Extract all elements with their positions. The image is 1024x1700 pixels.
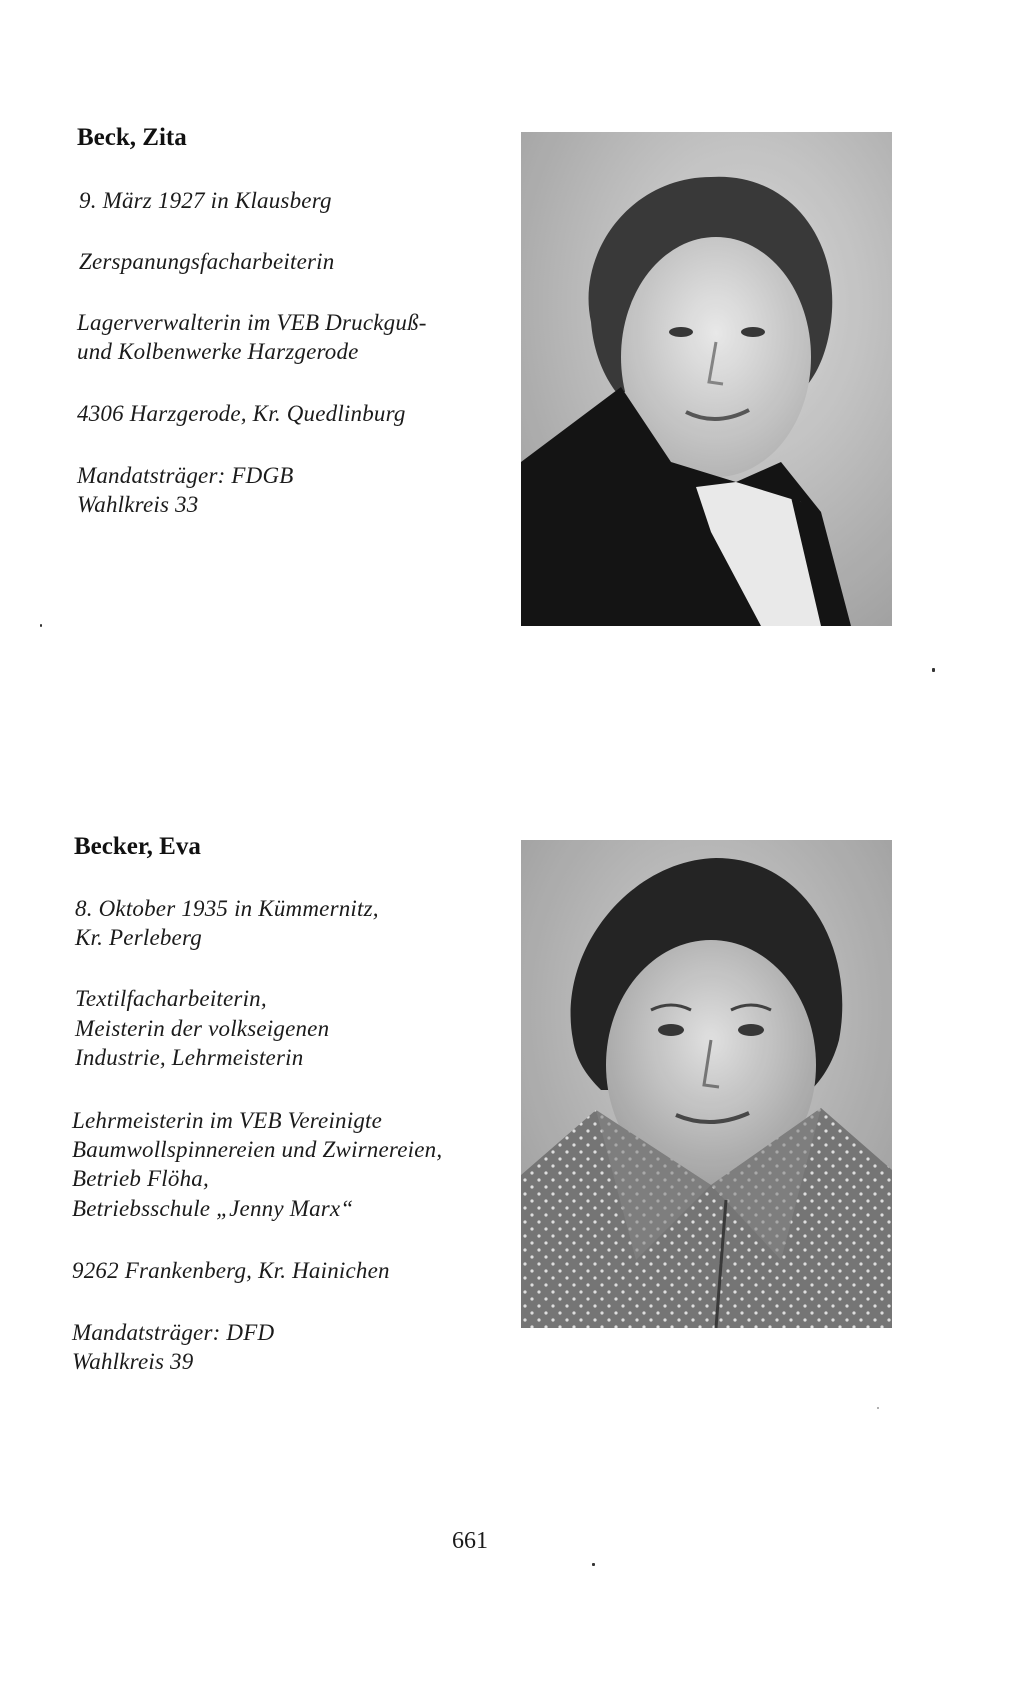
page-number: 661 bbox=[452, 1528, 488, 1554]
entry-birth: 9. März 1927 in Klausberg bbox=[79, 188, 332, 213]
entry-constituency: Wahlkreis 39 bbox=[72, 1349, 194, 1374]
entry-position-line-1: Lagerverwalterin im VEB Druckguß- bbox=[77, 310, 427, 335]
scan-speck bbox=[40, 624, 42, 627]
entry-profession: Zerspanungsfacharbeiterin bbox=[79, 249, 335, 274]
entry-profession-line-1: Textilfacharbeiterin, bbox=[75, 986, 267, 1011]
portrait-photo bbox=[521, 840, 892, 1328]
entry-mandate: Mandatsträger: FDGB bbox=[77, 463, 294, 488]
entry-name: Becker, Eva bbox=[74, 833, 201, 860]
entry-profession-line-2: Meisterin der volkseigenen bbox=[75, 1016, 330, 1041]
entry-birth-line-1: 8. Oktober 1935 in Kümmernitz, bbox=[75, 896, 379, 921]
entry-name: Beck, Zita bbox=[77, 124, 187, 151]
entry-position-line-1: Lehrmeisterin im VEB Vereinigte bbox=[72, 1108, 383, 1133]
entry-position-line-2: und Kolbenwerke Harzgerode bbox=[77, 339, 359, 364]
entry-address: 9262 Frankenberg, Kr. Hainichen bbox=[72, 1258, 390, 1283]
entry-address: 4306 Harzgerode, Kr. Quedlinburg bbox=[77, 401, 406, 426]
scan-speck bbox=[592, 1563, 595, 1566]
scan-speck bbox=[877, 1407, 879, 1409]
portrait-photo-graphic bbox=[521, 132, 892, 626]
entry-mandate: Mandatsträger: DFD bbox=[72, 1320, 275, 1345]
entry-position-line-3: Betrieb Flöha, bbox=[72, 1166, 209, 1191]
portrait-photo bbox=[521, 132, 892, 626]
scan-speck bbox=[932, 668, 935, 672]
entry-position-line-2: Baumwollspinnereien und Zwirnereien, bbox=[72, 1137, 443, 1162]
entry-birth-line-2: Kr. Perleberg bbox=[75, 925, 202, 950]
entry-profession-line-3: Industrie, Lehrmeisterin bbox=[75, 1045, 304, 1070]
entry-constituency: Wahlkreis 33 bbox=[77, 492, 199, 517]
entry-position-line-4: Betriebsschule „Jenny Marx“ bbox=[72, 1196, 354, 1221]
portrait-photo-graphic bbox=[521, 840, 892, 1328]
